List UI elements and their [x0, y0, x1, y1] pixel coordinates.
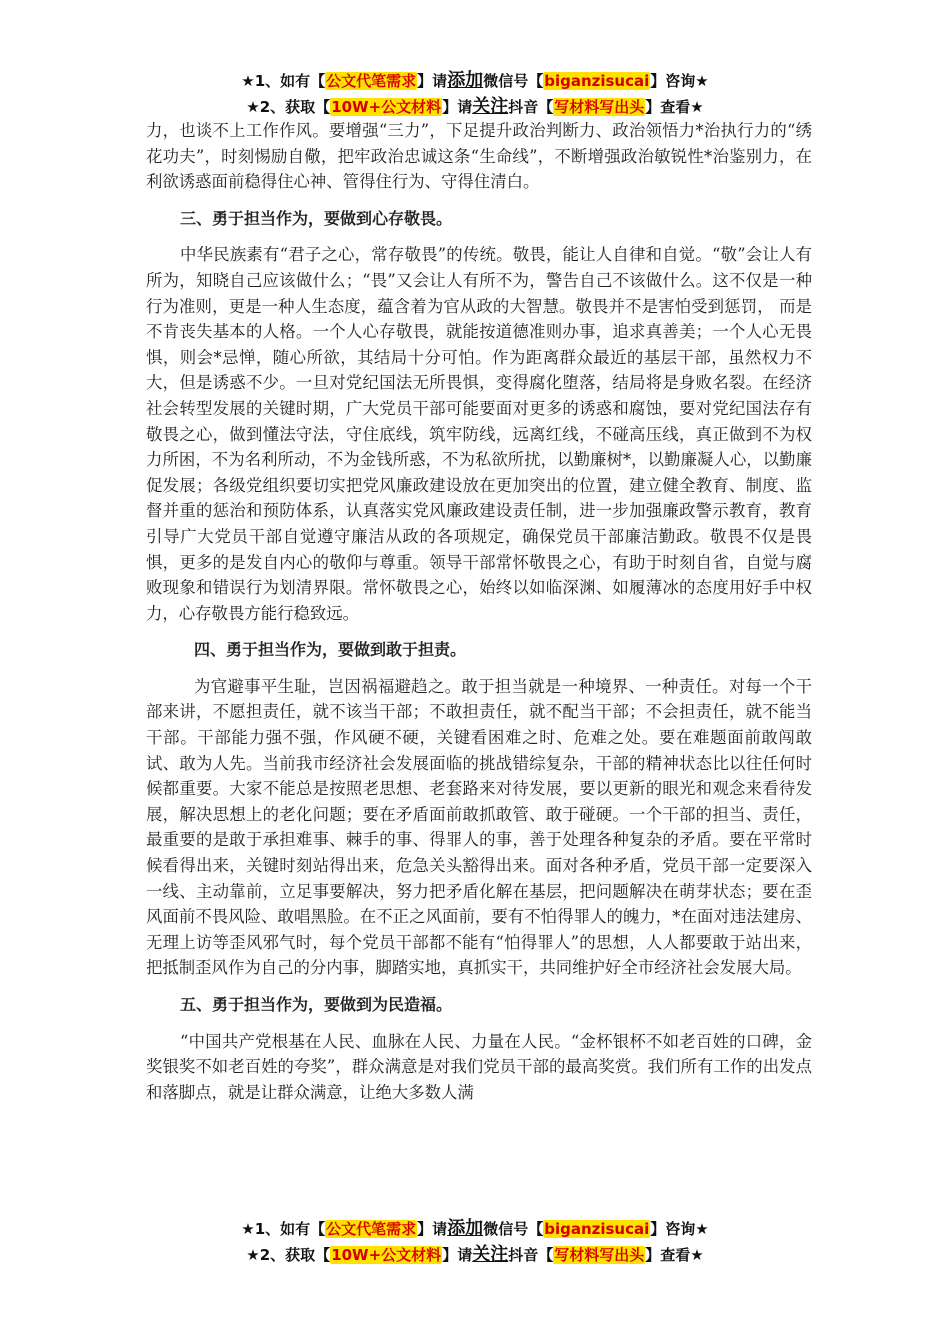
banner-text: ★2、获取【 [246, 1246, 331, 1264]
banner-text: 】请 [442, 98, 473, 116]
banner-text: 】请 [442, 1246, 473, 1264]
banner-highlight: 10W+公文材料 [331, 1246, 442, 1264]
banner-text: ★2、获取【 [246, 98, 331, 116]
banner-line-1 [0, 1216, 950, 1242]
banner-text: ★1、如有【 [241, 72, 326, 90]
banner-text: 】咨询★ [650, 72, 709, 90]
banner-text: 抖音【 [508, 1246, 554, 1264]
banner-highlight: 公文代笔需求 [326, 1220, 417, 1238]
banner-text: ★1、如有【 [241, 1220, 326, 1238]
banner-emphasis: 关注 [472, 1244, 509, 1265]
banner-line-2 [0, 94, 950, 120]
banner-douyin-id: 写材料写出头 [554, 1246, 645, 1264]
banner-text: 】请 [417, 1220, 448, 1238]
header-banner [0, 68, 950, 120]
paragraph-section-4: 为官避事平生耻，岂因祸福避趋之。敢于担当就是一种境界、一种责任。对每一个干部来讲，不愿担责任，就不该当干部；不敢担责任，就不配当干部；不会担责任，就不能当干部。干部能力强不强，作风硬不硬，关键看困难之时、危难之处。要在难题面前敢闯敢试、敢为人先。当前我市经济社会发展面临的挑战错综复杂，干部的精神状态比以往任何时候都重要。大家不能总是按照老思想、老套路来对待发展，要以更新的眼光和观念来看待发展，解决思想上的老化问题；要在矛盾面前敢抓敢管、敢于碰硬。一个干部的担当、责任，最重要的是敢于承担难事、棘手的事、得罪人的事，善于处理各种复杂的矛盾。要在平常时候看得出来，关键时刻站得出来，危急关头豁得出来。面对各种矛盾，党员干部一定要深入一线、主动靠前，立足事要解决，努力把矛盾化解在基层，把问题解决在萌芽状态；要在歪风面前不畏风险、敢唱黑脸。在不正之风面前，要有不怕得罪人的魄力，*在面对违法建房、无理上访等歪风邪气时，每个党员干部都不能有“怕得罪人”的思想，人人都要敢于站出来，把抵制歪风作为自己的分内事，脚踏实地，真抓实干，共同维护好全市经济社会发展大局。 [146, 676, 812, 978]
banner-emphasis: 关注 [472, 96, 509, 117]
banner-wechat-id: biganzisucai [544, 1220, 650, 1238]
paragraph-continued: 力，也谈不上工作作风。要增强“三力”，下足提升政治判断力、政治领悟力*治执行力的“绣花功夫”，时刻惕励自儆，把牢政治忠诚这条“生命线”，不断增强政治敏锐性*治鉴别力，在利欲诱惑面前稳得住心神、管得住行为、守得住清白。 [146, 121, 812, 192]
banner-wechat-id: biganzisucai [544, 72, 650, 90]
banner-text: 微信号【 [483, 1220, 544, 1238]
section-heading-5: 五、勇于担当作为，要做到为民造福。 [180, 995, 453, 1014]
paragraph-section-5: “中国共产党根基在人民、血脉在人民、力量在人民。“金杯银杯不如老百姓的口碑，金奖银奖不如老百姓的夸奖”，群众满意是对我们党员干部的最高奖赏。我们所有工作的出发点和落脚点，就是让群众满意，让绝大多数人满 [146, 1031, 812, 1102]
banner-text: 】咨询★ [650, 1220, 709, 1238]
footer-banner [0, 1216, 950, 1268]
banner-text: 】查看★ [645, 98, 704, 116]
document-body [146, 118, 812, 1105]
banner-line-1 [0, 68, 950, 94]
banner-douyin-id: 写材料写出头 [554, 98, 645, 116]
banner-highlight: 10W+公文材料 [331, 98, 442, 116]
paragraph-section-3: 中华民族素有“君子之心，常存敬畏”的传统。敬畏，能让人自律和自觉。“敬”会让人有所为，知晓自己应该做什么；“畏”又会让人有所不为，警告自己不该做什么。这不仅是一种行为准则，更是一种人生态度，蕴含着为官从政的大智慧。敬畏并不是害怕受到惩罚， 而是不肯丧失基本的人格。一个人心存敬畏，就能按道德准则办事，追求真善美；一个人心无畏惧，则会*忌惮，随心所欲，其结局十分可怕。作为距离群众最近的基层干部，虽然权力不大，但是诱惑不少。一旦对党纪国法无所畏惧，变得腐化堕落，结局将是身败名裂。在经济社会转型发展的关键时期，广大党员干部可能要面对更多的诱惑和腐蚀，要对党纪国法存有敬畏之心，做到懂法守法，守住底线，筑牢防线，远离红线，不碰高压线，真正做到不为权力所困，不为名利所动，不为金钱所惑，不为私欲所扰，以勤廉树*，以勤廉凝人心，以勤廉促发展；各级党组织要切实把党风廉政建设放在更加突出的位置，建立健全教育、制度、监督并重的惩治和预防体系，认真落实党风廉政建设责任制，进一步加强廉政警示教育，教育引导广大党员干部自觉遵守廉洁从政的各项规定，确保党员干部廉洁勤政。敬畏不仅是畏惧，更多的是发自内心的敬仰与尊重。领导干部常怀敬畏之心，有助于时刻自省，自觉与腐败现象和错误行为划清界限。常怀敬畏之心，始终以如临深渊、如履薄冰的态度用好手中权力，心存敬畏方能行稳致远。 [146, 245, 812, 623]
banner-emphasis: 添加 [447, 70, 484, 91]
banner-emphasis: 添加 [447, 1218, 484, 1239]
banner-text: 】查看★ [645, 1246, 704, 1264]
banner-highlight: 公文代笔需求 [326, 72, 417, 90]
banner-text: 】请 [417, 72, 448, 90]
banner-text: 微信号【 [483, 72, 544, 90]
banner-line-2 [0, 1242, 950, 1268]
banner-text: 抖音【 [508, 98, 554, 116]
section-heading-4: 四、勇于担当作为，要做到敢于担责。 [194, 640, 467, 660]
section-heading-3: 三、勇于担当作为，要做到心存敬畏。 [180, 208, 453, 228]
